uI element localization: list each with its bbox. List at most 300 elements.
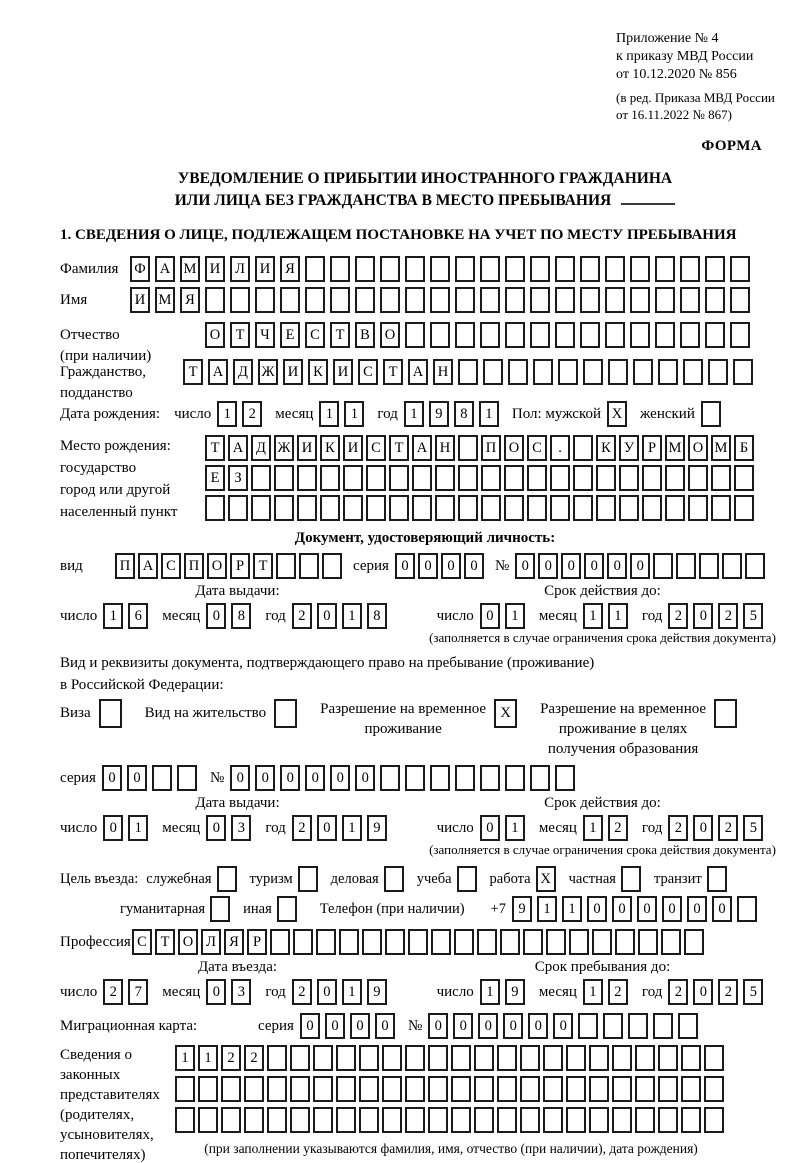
form-cell[interactable]	[175, 1107, 195, 1133]
form-cell[interactable]	[228, 495, 248, 521]
form-cell[interactable]: Д	[251, 435, 271, 461]
form-cell[interactable]	[198, 1076, 218, 1102]
form-cell[interactable]	[198, 1107, 218, 1133]
form-cell[interactable]	[555, 287, 575, 313]
form-cell[interactable]	[543, 1107, 563, 1133]
form-cell[interactable]: 1	[217, 401, 237, 427]
form-cell[interactable]: 1	[505, 815, 525, 841]
form-cell[interactable]: 1	[583, 603, 603, 629]
form-cell[interactable]	[505, 256, 525, 282]
form-cell[interactable]	[320, 465, 340, 491]
form-cell[interactable]	[298, 866, 318, 892]
form-cell[interactable]: 2	[668, 979, 688, 1005]
form-cell[interactable]	[642, 465, 662, 491]
form-cell[interactable]	[711, 495, 731, 521]
form-cell[interactable]	[504, 495, 524, 521]
form-cell[interactable]	[428, 1045, 448, 1071]
form-cell[interactable]	[633, 359, 653, 385]
form-cell[interactable]	[711, 465, 731, 491]
form-cell[interactable]	[483, 359, 503, 385]
form-cell[interactable]	[405, 287, 425, 313]
form-cell[interactable]	[274, 699, 297, 728]
form-cell[interactable]: 2	[668, 815, 688, 841]
form-cell[interactable]: О	[178, 929, 198, 955]
form-cell[interactable]	[642, 495, 662, 521]
form-cell[interactable]: 2	[221, 1045, 241, 1071]
form-cell[interactable]: 0	[528, 1013, 548, 1039]
form-cell[interactable]	[566, 1076, 586, 1102]
form-cell[interactable]	[612, 1045, 632, 1071]
form-cell[interactable]	[550, 495, 570, 521]
form-cell[interactable]	[480, 287, 500, 313]
form-cell[interactable]	[343, 495, 363, 521]
form-cell[interactable]: 2	[718, 603, 738, 629]
form-cell[interactable]	[612, 1076, 632, 1102]
form-cell[interactable]	[734, 495, 754, 521]
form-cell[interactable]	[569, 929, 589, 955]
form-cell[interactable]	[730, 287, 750, 313]
form-cell[interactable]	[313, 1076, 333, 1102]
form-cell[interactable]	[477, 929, 497, 955]
form-cell[interactable]	[707, 866, 727, 892]
form-cell[interactable]: М	[711, 435, 731, 461]
form-cell[interactable]	[405, 1107, 425, 1133]
form-cell[interactable]	[635, 1045, 655, 1071]
form-cell[interactable]	[175, 1076, 195, 1102]
form-cell[interactable]: С	[161, 553, 181, 579]
form-cell[interactable]	[274, 465, 294, 491]
form-cell[interactable]: 0	[553, 1013, 573, 1039]
form-cell[interactable]	[665, 495, 685, 521]
form-cell[interactable]: М	[665, 435, 685, 461]
form-cell[interactable]	[681, 1076, 701, 1102]
form-cell[interactable]	[458, 495, 478, 521]
form-cell[interactable]: 8	[367, 603, 387, 629]
form-cell[interactable]	[320, 495, 340, 521]
form-cell[interactable]: 0	[300, 1013, 320, 1039]
form-cell[interactable]	[455, 287, 475, 313]
form-cell[interactable]	[267, 1107, 287, 1133]
form-cell[interactable]	[435, 495, 455, 521]
form-cell[interactable]: Н	[435, 435, 455, 461]
form-cell[interactable]: 1	[562, 896, 582, 922]
form-cell[interactable]: Л	[201, 929, 221, 955]
form-cell[interactable]: 0	[330, 765, 350, 791]
form-cell[interactable]	[658, 1076, 678, 1102]
form-cell[interactable]	[359, 1045, 379, 1071]
form-cell[interactable]	[708, 359, 728, 385]
form-cell[interactable]	[520, 1045, 540, 1071]
form-cell[interactable]: Л	[230, 256, 250, 282]
form-cell[interactable]: 0	[687, 896, 707, 922]
form-cell[interactable]	[684, 929, 704, 955]
form-cell[interactable]: Д	[233, 359, 253, 385]
form-cell[interactable]: 2	[292, 979, 312, 1005]
form-cell[interactable]	[322, 553, 342, 579]
form-cell[interactable]: 0	[355, 765, 375, 791]
form-cell[interactable]	[688, 465, 708, 491]
form-cell[interactable]: 0	[127, 765, 147, 791]
form-cell[interactable]	[355, 256, 375, 282]
form-cell[interactable]	[699, 553, 719, 579]
form-cell[interactable]	[619, 465, 639, 491]
form-cell[interactable]	[543, 1076, 563, 1102]
form-cell[interactable]	[244, 1076, 264, 1102]
form-cell[interactable]: X	[607, 401, 627, 427]
form-cell[interactable]	[527, 465, 547, 491]
form-cell[interactable]	[704, 1107, 724, 1133]
form-cell[interactable]: И	[343, 435, 363, 461]
form-cell[interactable]	[99, 699, 122, 728]
form-cell[interactable]	[430, 287, 450, 313]
form-cell[interactable]	[480, 256, 500, 282]
form-cell[interactable]	[430, 256, 450, 282]
form-cell[interactable]: Т	[230, 322, 250, 348]
form-cell[interactable]	[527, 495, 547, 521]
form-cell[interactable]: 0	[712, 896, 732, 922]
form-cell[interactable]: Я	[180, 287, 200, 313]
form-cell[interactable]	[177, 765, 197, 791]
form-cell[interactable]	[681, 1107, 701, 1133]
form-cell[interactable]: 7	[128, 979, 148, 1005]
form-cell[interactable]: И	[333, 359, 353, 385]
form-cell[interactable]	[596, 465, 616, 491]
form-cell[interactable]	[530, 322, 550, 348]
form-cell[interactable]: 0	[103, 815, 123, 841]
form-cell[interactable]: 0	[317, 979, 337, 1005]
form-cell[interactable]: К	[320, 435, 340, 461]
form-cell[interactable]: 9	[505, 979, 525, 1005]
form-cell[interactable]: Ж	[258, 359, 278, 385]
form-cell[interactable]: 2	[292, 815, 312, 841]
form-cell[interactable]	[589, 1107, 609, 1133]
form-cell[interactable]: Е	[280, 322, 300, 348]
form-cell[interactable]	[655, 256, 675, 282]
form-cell[interactable]	[359, 1076, 379, 1102]
form-cell[interactable]: .	[550, 435, 570, 461]
form-cell[interactable]	[745, 553, 765, 579]
form-cell[interactable]	[431, 929, 451, 955]
form-cell[interactable]: 0	[612, 896, 632, 922]
form-cell[interactable]	[313, 1045, 333, 1071]
form-cell[interactable]: 6	[128, 603, 148, 629]
form-cell[interactable]	[336, 1045, 356, 1071]
form-cell[interactable]	[389, 495, 409, 521]
form-cell[interactable]	[455, 256, 475, 282]
form-cell[interactable]: 0	[464, 553, 484, 579]
form-cell[interactable]	[474, 1045, 494, 1071]
form-cell[interactable]: 5	[743, 815, 763, 841]
form-cell[interactable]	[523, 929, 543, 955]
form-cell[interactable]	[504, 465, 524, 491]
form-cell[interactable]	[573, 495, 593, 521]
form-cell[interactable]: 0	[255, 765, 275, 791]
form-cell[interactable]	[251, 465, 271, 491]
form-cell[interactable]: М	[180, 256, 200, 282]
form-cell[interactable]: С	[358, 359, 378, 385]
form-cell[interactable]	[255, 287, 275, 313]
form-cell[interactable]	[705, 256, 725, 282]
form-cell[interactable]	[701, 401, 721, 427]
form-cell[interactable]: 2	[718, 815, 738, 841]
form-cell[interactable]: 9	[367, 815, 387, 841]
form-cell[interactable]	[290, 1107, 310, 1133]
form-cell[interactable]	[580, 322, 600, 348]
form-cell[interactable]	[505, 322, 525, 348]
form-cell[interactable]	[362, 929, 382, 955]
form-cell[interactable]	[382, 1107, 402, 1133]
form-cell[interactable]: 8	[231, 603, 251, 629]
form-cell[interactable]	[412, 495, 432, 521]
form-cell[interactable]: 1	[583, 815, 603, 841]
form-cell[interactable]	[339, 929, 359, 955]
form-cell[interactable]	[428, 1076, 448, 1102]
form-cell[interactable]: X	[536, 866, 556, 892]
form-cell[interactable]	[481, 495, 501, 521]
form-cell[interactable]	[596, 495, 616, 521]
form-cell[interactable]: А	[208, 359, 228, 385]
form-cell[interactable]	[451, 1107, 471, 1133]
form-cell[interactable]	[405, 1076, 425, 1102]
form-cell[interactable]: 0	[453, 1013, 473, 1039]
form-cell[interactable]	[343, 465, 363, 491]
form-cell[interactable]	[630, 287, 650, 313]
form-cell[interactable]	[705, 287, 725, 313]
form-cell[interactable]	[573, 435, 593, 461]
form-cell[interactable]	[665, 465, 685, 491]
form-cell[interactable]: К	[308, 359, 328, 385]
form-cell[interactable]	[621, 866, 641, 892]
form-cell[interactable]	[589, 1076, 609, 1102]
form-cell[interactable]: 0	[478, 1013, 498, 1039]
form-cell[interactable]: 0	[317, 603, 337, 629]
form-cell[interactable]: Е	[205, 465, 225, 491]
form-cell[interactable]: 0	[317, 815, 337, 841]
form-cell[interactable]	[405, 765, 425, 791]
form-cell[interactable]	[152, 765, 172, 791]
form-cell[interactable]	[435, 465, 455, 491]
form-cell[interactable]	[408, 929, 428, 955]
form-cell[interactable]: 1	[319, 401, 339, 427]
form-cell[interactable]	[299, 553, 319, 579]
form-cell[interactable]	[658, 1045, 678, 1071]
form-cell[interactable]	[428, 1107, 448, 1133]
form-cell[interactable]: 0	[630, 553, 650, 579]
form-cell[interactable]: 0	[102, 765, 122, 791]
form-cell[interactable]	[605, 322, 625, 348]
form-cell[interactable]: К	[596, 435, 616, 461]
form-cell[interactable]	[733, 359, 753, 385]
form-cell[interactable]	[619, 495, 639, 521]
form-cell[interactable]	[630, 322, 650, 348]
form-cell[interactable]	[678, 1013, 698, 1039]
form-cell[interactable]: Я	[224, 929, 244, 955]
form-cell[interactable]	[244, 1107, 264, 1133]
form-cell[interactable]	[605, 256, 625, 282]
form-cell[interactable]	[550, 465, 570, 491]
form-cell[interactable]	[474, 1076, 494, 1102]
form-cell[interactable]	[558, 359, 578, 385]
form-cell[interactable]	[734, 465, 754, 491]
form-cell[interactable]: О	[688, 435, 708, 461]
form-cell[interactable]: А	[408, 359, 428, 385]
form-cell[interactable]: 0	[280, 765, 300, 791]
form-cell[interactable]	[457, 866, 477, 892]
form-cell[interactable]	[555, 256, 575, 282]
form-cell[interactable]	[505, 765, 525, 791]
form-cell[interactable]	[705, 322, 725, 348]
form-cell[interactable]	[330, 287, 350, 313]
form-cell[interactable]	[366, 465, 386, 491]
form-cell[interactable]: 0	[305, 765, 325, 791]
form-cell[interactable]: Т	[330, 322, 350, 348]
form-cell[interactable]: 2	[244, 1045, 264, 1071]
form-cell[interactable]: 9	[367, 979, 387, 1005]
form-cell[interactable]	[603, 1013, 623, 1039]
form-cell[interactable]	[533, 359, 553, 385]
form-cell[interactable]: И	[297, 435, 317, 461]
form-cell[interactable]	[530, 287, 550, 313]
form-cell[interactable]: 0	[637, 896, 657, 922]
form-cell[interactable]	[336, 1076, 356, 1102]
form-cell[interactable]	[430, 765, 450, 791]
form-cell[interactable]	[635, 1076, 655, 1102]
form-cell[interactable]	[405, 1045, 425, 1071]
form-cell[interactable]	[630, 256, 650, 282]
form-cell[interactable]: Т	[383, 359, 403, 385]
form-cell[interactable]	[276, 553, 296, 579]
form-cell[interactable]: О	[380, 322, 400, 348]
form-cell[interactable]	[210, 896, 230, 922]
form-cell[interactable]: С	[132, 929, 152, 955]
form-cell[interactable]	[658, 1107, 678, 1133]
form-cell[interactable]	[505, 287, 525, 313]
form-cell[interactable]: 0	[503, 1013, 523, 1039]
form-cell[interactable]	[722, 553, 742, 579]
form-cell[interactable]: 0	[584, 553, 604, 579]
form-cell[interactable]	[405, 322, 425, 348]
form-cell[interactable]	[480, 765, 500, 791]
form-cell[interactable]: В	[355, 322, 375, 348]
form-cell[interactable]: 1	[537, 896, 557, 922]
form-cell[interactable]: Ф	[130, 256, 150, 282]
form-cell[interactable]: 1	[583, 979, 603, 1005]
form-cell[interactable]	[405, 256, 425, 282]
form-cell[interactable]	[589, 1045, 609, 1071]
form-cell[interactable]	[430, 322, 450, 348]
form-cell[interactable]: О	[504, 435, 524, 461]
form-cell[interactable]	[380, 256, 400, 282]
form-cell[interactable]	[293, 929, 313, 955]
form-cell[interactable]: 1	[128, 815, 148, 841]
form-cell[interactable]	[267, 1045, 287, 1071]
form-cell[interactable]	[681, 1045, 701, 1071]
form-cell[interactable]: 1	[342, 979, 362, 1005]
form-cell[interactable]	[277, 896, 297, 922]
form-cell[interactable]	[382, 1076, 402, 1102]
form-cell[interactable]	[384, 866, 404, 892]
form-cell[interactable]	[221, 1107, 241, 1133]
form-cell[interactable]: 0	[693, 979, 713, 1005]
form-cell[interactable]	[543, 1045, 563, 1071]
form-cell[interactable]: Т	[205, 435, 225, 461]
form-cell[interactable]: Ж	[274, 435, 294, 461]
form-cell[interactable]	[566, 1107, 586, 1133]
form-cell[interactable]	[546, 929, 566, 955]
form-cell[interactable]	[555, 322, 575, 348]
form-cell[interactable]	[680, 287, 700, 313]
form-cell[interactable]	[267, 1076, 287, 1102]
form-cell[interactable]: 0	[441, 553, 461, 579]
form-cell[interactable]: А	[412, 435, 432, 461]
form-cell[interactable]	[380, 287, 400, 313]
form-cell[interactable]: 2	[292, 603, 312, 629]
form-cell[interactable]: 0	[206, 815, 226, 841]
form-cell[interactable]: И	[205, 256, 225, 282]
form-cell[interactable]	[480, 322, 500, 348]
form-cell[interactable]: Т	[253, 553, 273, 579]
form-cell[interactable]: П	[481, 435, 501, 461]
form-cell[interactable]: 3	[231, 815, 251, 841]
form-cell[interactable]: Я	[280, 256, 300, 282]
form-cell[interactable]: 2	[608, 979, 628, 1005]
form-cell[interactable]: Б	[734, 435, 754, 461]
form-cell[interactable]: И	[255, 256, 275, 282]
form-cell[interactable]	[205, 287, 225, 313]
form-cell[interactable]	[612, 1107, 632, 1133]
form-cell[interactable]	[500, 929, 520, 955]
form-cell[interactable]: 1	[198, 1045, 218, 1071]
form-cell[interactable]	[455, 765, 475, 791]
form-cell[interactable]: 1	[344, 401, 364, 427]
form-cell[interactable]: 0	[693, 815, 713, 841]
form-cell[interactable]	[297, 465, 317, 491]
form-cell[interactable]	[578, 1013, 598, 1039]
form-cell[interactable]	[653, 553, 673, 579]
form-cell[interactable]: А	[138, 553, 158, 579]
form-cell[interactable]	[451, 1045, 471, 1071]
form-cell[interactable]	[655, 322, 675, 348]
form-cell[interactable]	[730, 256, 750, 282]
form-cell[interactable]: 8	[454, 401, 474, 427]
form-cell[interactable]: 0	[325, 1013, 345, 1039]
form-cell[interactable]: 0	[350, 1013, 370, 1039]
form-cell[interactable]: Т	[389, 435, 409, 461]
form-cell[interactable]	[359, 1107, 379, 1133]
form-cell[interactable]: 5	[743, 603, 763, 629]
form-cell[interactable]	[580, 287, 600, 313]
form-cell[interactable]: 1	[342, 603, 362, 629]
form-cell[interactable]: Т	[183, 359, 203, 385]
form-cell[interactable]: 0	[480, 815, 500, 841]
form-cell[interactable]	[389, 465, 409, 491]
form-cell[interactable]	[270, 929, 290, 955]
form-cell[interactable]	[704, 1076, 724, 1102]
form-cell[interactable]: 0	[662, 896, 682, 922]
form-cell[interactable]	[497, 1076, 517, 1102]
form-cell[interactable]: И	[130, 287, 150, 313]
form-cell[interactable]	[205, 495, 225, 521]
form-cell[interactable]: Т	[155, 929, 175, 955]
form-cell[interactable]	[730, 322, 750, 348]
form-cell[interactable]	[680, 322, 700, 348]
form-cell[interactable]: 1	[175, 1045, 195, 1071]
form-cell[interactable]: 0	[538, 553, 558, 579]
form-cell[interactable]: 0	[587, 896, 607, 922]
form-cell[interactable]	[412, 465, 432, 491]
form-cell[interactable]	[555, 765, 575, 791]
form-cell[interactable]	[628, 1013, 648, 1039]
